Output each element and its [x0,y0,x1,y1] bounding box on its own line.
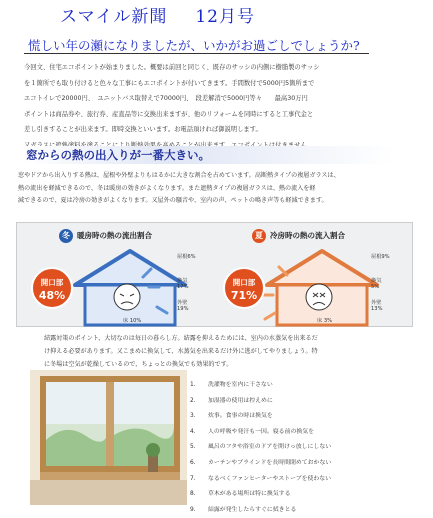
list-item: 7. なるべくファンヒーターやストーブを使わない [190,475,332,482]
intro-line: を１箇所でも取り付けると色々な工事にもエコポイントが付いてきます。手間数付で5000円5箇所まで [24,79,315,87]
intro-line: ポイントは商品券や、旅行券、産直品等に交換出来ますが、他のリフォームを同時にすると工事代金と [24,110,314,118]
double-sash-window-image [30,370,187,505]
summer-badge: 夏 [252,229,266,243]
winter-vent-label: 換気 [177,278,188,284]
summer-panel-title [252,229,345,243]
intro-line: 差し引きすることが出来ます。即時交換といいます。お電話頂ければ御説明します。 [24,126,262,134]
list-item: 4. 人の呼吸や発汗も一因。寝る前の換気を [190,428,315,435]
eco-point-intro [24,60,394,154]
summer-floor-label: 床 3% [317,318,333,324]
winter-floor-label: 床 10% [123,318,142,324]
summer-opening-circle [223,267,265,309]
list-item: 5. 風呂のフタや浴室のドアを開けっ放しにしない [190,444,332,451]
winter-roof-label: 屋根6% [177,254,196,260]
body-line: 結露対策のポイント、大切なのは毎日の暮らし方。結露を抑えるためには、室内の水蒸気を出来るだ [44,335,318,342]
body-line: に冬場は空気が乾燥しているので、ちょっとの換気でも効果的です。 [44,360,233,368]
condensation-text [44,333,399,371]
list-item: 8. 草木がある場所は特に換気する [190,491,291,498]
summer-title-text: 冷房時の熱の流入割合 [270,231,345,240]
summer-vent-label: 換気 [371,278,382,284]
list-item: 9. 結露が発生したらすぐに拭きとる [190,506,297,513]
winter-opening-pct: 48% [38,289,66,302]
intro-line: 今回文、住宅エコポイントが始まりました。概要は前回と同じく、既存のサッシの内側に樹脂製のサッシ [24,64,320,71]
greeting-subtitle: 慌しい年の瀬になりましたが、いかがお過ごしでしょうか? [28,38,360,53]
list-item: 6. カーテンやブラインドを長時間閉めておかない [190,459,332,466]
body-line: け抑える必要があります。又こまめに換気して、水蒸気を出来るだけ外に逃がしてやりましょう。特 [44,347,318,355]
summer-wall-pct: 13% [371,306,383,312]
summer-opening-pct: 71% [230,289,258,302]
list-item: 1. 洗濯物を室内に干さない [190,382,273,388]
list-item: 3. 炊事。食事の時は換気を [190,413,273,420]
winter-opening-label: 開口部 [40,278,64,287]
window-heat-text [18,170,398,208]
winter-house-icon [65,247,195,327]
issue-month: 12月号 [195,7,255,27]
winter-opening-circle [31,267,73,309]
winter-wall-pct: 19% [177,306,189,312]
section-heading-band [24,146,394,164]
heat-flow-diagram [16,222,413,327]
body-line: 減できるので、夏は冷房の効きがよくなります。又屋外の騒音や、室内の声、ペットの鳴き声等も軽減できます。 [18,197,328,204]
winter-title-text: 暖房時の熱の流出割合 [77,231,152,240]
title-text: スマイル新聞 [60,7,168,27]
summer-roof-label: 屋根9% [371,254,390,260]
body-line: 熱の流出を軽減できるので、冬は暖房の効きがよくなります。また遮熱タイプの複層ガラスは、熱の流入を軽 [18,184,316,192]
intro-line: エコトイレで20000円、 ユニットバス取替えで70000円、 段差解消で5000円等々 最高30万円 [24,95,308,103]
condensation-tips-list [190,378,420,518]
list-item: 2. 加湿器の使用は控えめに [190,397,273,404]
summer-house-icon [257,247,387,327]
winter-panel-title [59,229,152,243]
winter-vent-pct: 17% [177,284,189,290]
window-photo [30,370,187,505]
body-line: 窓やドアから出入りする熱は、屋根や外壁よりもはるかに大きな割合を占めています。高断熱タイプの複層ガラスは、 [18,172,340,179]
subtitle-underline [24,53,369,54]
winter-badge: 冬 [59,229,73,243]
summer-wall-label: 外壁 [371,300,382,306]
newsletter-title [60,2,255,27]
winter-wall-label: 外壁 [177,300,188,306]
summer-vent-pct: 5% [371,284,380,290]
section-heading: 窓からの熱の出入りが一番大きい。 [26,148,210,162]
summer-opening-label: 開口部 [232,278,256,287]
